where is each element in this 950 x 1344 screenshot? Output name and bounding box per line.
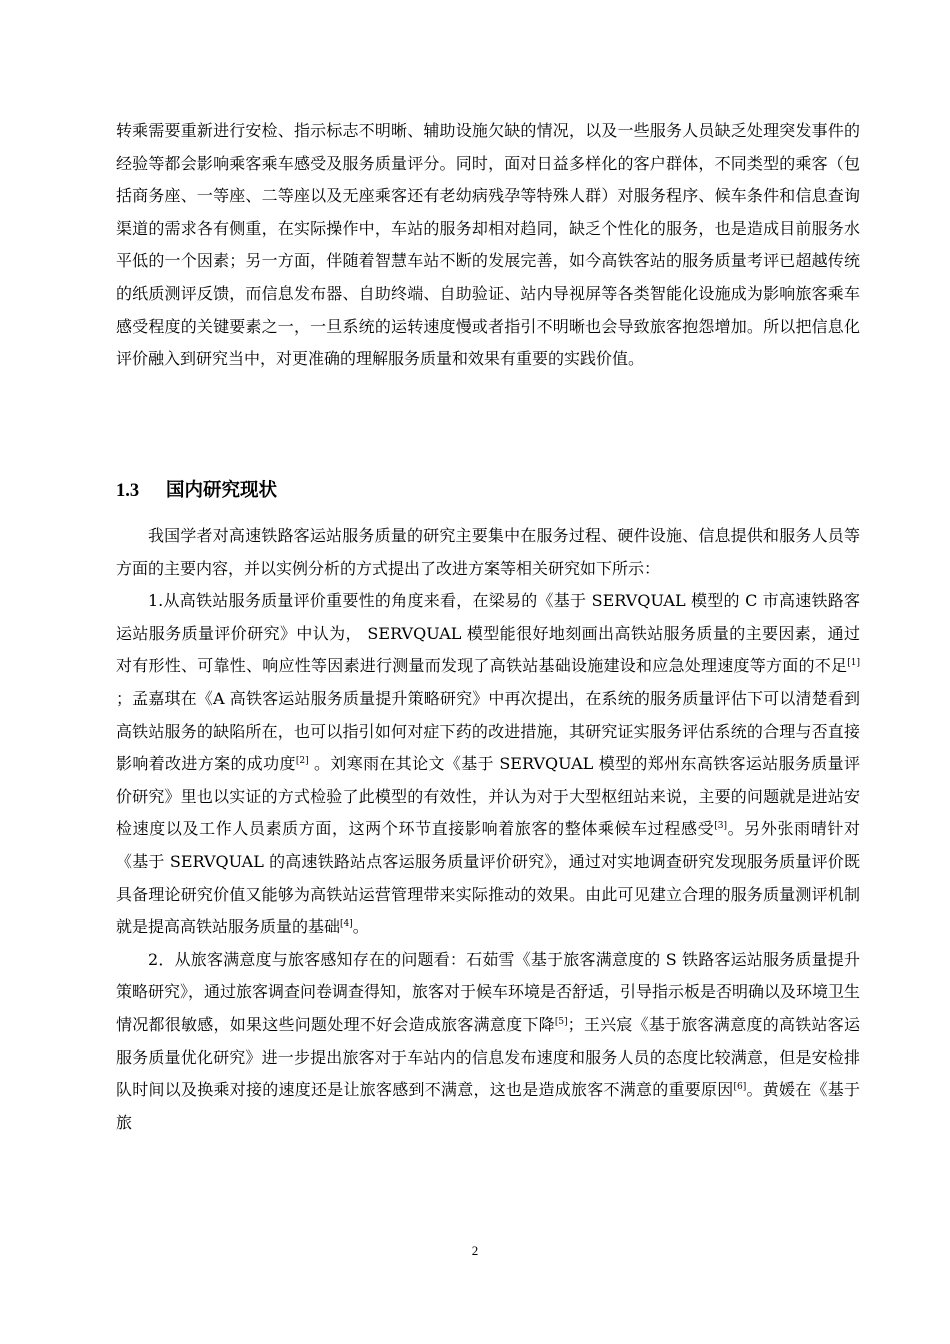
continuation-text: 转乘需要重新进行安检、指示标志不明晰、辅助设施欠缺的情况，以及一些服务人员缺乏处理突发事件的经验等都会影响乘客乘车感受及服务质量评分。同时，面对日益多样化的客户群体，不同类型的乘客（包括商务座、一等座、二等座以及无座乘客还有老幼病残孕等特殊人群）对服务程序、候车条件和信息查询渠道的需求各有侧重，在实际操作中，车站的服务却相对趋同，缺乏个性化的服务，也是造成目前服务水平低的一个因素；另一方面，伴随着智慧车站不断的发展完善，如今高铁客站的服务质量考评已超越传统的纸质测评反馈，而信息发布器、自助终端、自助验证、站内导视屏等各类智能化设施成为影响旅客乘车感受程度的关键要素之一，一旦系统的运转速度慢或者指引不明晰也会导致旅客抱怨增加。所以把信息化评价融入到研究当中，对更准确的理解服务质量和效果有重要的实践价值。 — [116, 121, 860, 369]
p1-text-d: 。另外张雨晴针对《基于 SERVQUAL 的高速铁路站点客运服务质量评价研究》，通过对实地调查研究发现服务质量评价既具备理论研究价值又能够为高铁站运营管理带来实际推动的效果。由此可见建立合理的服务质量测评机制就是提高高铁站服务质量的基础 — [116, 819, 860, 937]
paragraph-2 — [116, 944, 860, 1140]
intro-paragraph: 我国学者对高速铁路客运站服务质量的研究主要集中在服务过程、硬件设施、信息提供和服务人员等方面的主要内容，并以实例分析的方式提出了改进方案等相关研究如下所示： — [116, 526, 860, 578]
citation-1: [1] — [847, 658, 860, 669]
citation-4: [4] — [340, 919, 353, 930]
p1-text-c: 。刘寒雨在其论文《基于 SERVQUAL 模型的郑州东高铁客运站服务质量评价研究》里也以实证的方式检验了此模型的有效性，并认为对于大型枢纽站来说，主要的问题就是进站安检速度以及工作人员素质方面，这两个环节直接影响着旅客的整体乘候车过程感受 — [116, 754, 860, 839]
p1-text-e: 。 — [352, 917, 369, 937]
p2-text-a: 2．从旅客满意度与旅客感知存在的问题看：石茹雪《基于旅客满意度的 S 铁路客运站服务质量提升策略研究》，通过旅客调查问卷调查得知，旅客对于候车环境是否舒适，引导指示板是否明确以及环境卫生情况都很敏感，如果这些问题处理不好会造成旅客满意度下降 — [116, 949, 861, 1034]
citation-3: [3] — [714, 821, 728, 832]
section-number: 1.3 — [116, 481, 140, 501]
page-number: 2 — [471, 1243, 479, 1258]
paragraph-1 — [116, 585, 860, 944]
section-body — [116, 520, 860, 1139]
continuation-paragraph — [116, 115, 860, 376]
p2-text-c: 。黄媛在《基于旅 — [116, 1080, 860, 1132]
p1-text-b: ；孟嘉琪在《A 高铁客运站服务质量提升策略研究》中再次提出，在系统的服务质量评估下可以清楚看到高铁站服务的缺陷所在，也可以指引如何对症下药的改进措施，其研究证实服务评估系统的合理与否直接影响着改进方案的成功度 — [116, 688, 860, 774]
citation-6: [6] — [733, 1082, 747, 1093]
citation-2: [2] — [295, 756, 309, 767]
p1-text-a: 1.从高铁站服务质量评价重要性的角度来看，在梁易的《基于 SERVQUAL 模型的 C 市高速铁路客运站服务质量评价研究》中认为， SERVQUAL 模型能很好地刻画出高铁站服务质量的主要因素，通过对有形性、可靠性、响应性等因素进行测量而发现了高铁站基础设施建设和应急处理速度等方面的不足 — [116, 591, 860, 676]
citation-5: [5] — [554, 1016, 568, 1027]
section-heading — [116, 476, 277, 502]
section-title: 国内研究现状 — [166, 480, 278, 501]
p2-text-b: ；王兴宸《基于旅客满意度的高铁站客运服务质量优化研究》进一步提出旅客对于车站内的信息发布速度和服务人员的态度比较满意，但是安检排队时间以及换乘对接的速度还是让旅客感到不满意，这也是造成旅客不满意的重要原因 — [116, 1014, 860, 1100]
